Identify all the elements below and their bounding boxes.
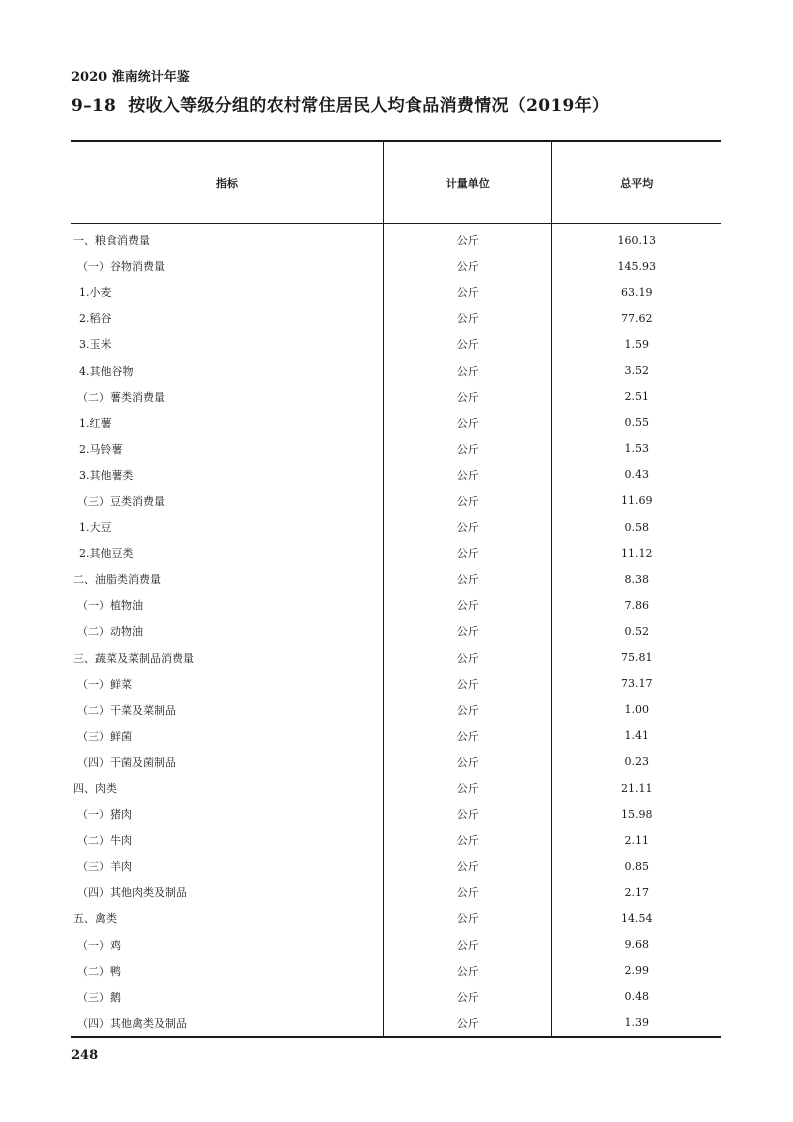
row-value: 0.48 [552,984,721,1010]
row-unit: 公斤 [384,305,552,331]
row-value: 3.52 [552,357,721,383]
row-value: 0.85 [552,853,721,879]
table-row [71,853,721,879]
row-unit: 公斤 [384,801,552,827]
row-indicator: 一、粮食消费量 [73,234,150,248]
consumption-table [71,140,721,1038]
header-row [71,141,721,224]
row-value: 15.98 [552,801,721,827]
row-indicator: 2.其他豆类 [79,547,134,561]
row-value: 0.58 [552,514,721,540]
header-average: 总平均 [552,141,721,224]
table-row [71,462,721,488]
row-value: 11.12 [552,540,721,566]
row-unit: 公斤 [384,827,552,853]
row-value: 75.81 [552,645,721,671]
row-indicator: （三）鲜菌 [77,729,132,743]
row-value: 77.62 [552,305,721,331]
table-row [71,645,721,671]
row-unit: 公斤 [384,958,552,984]
row-unit: 公斤 [384,253,552,279]
row-unit: 公斤 [384,436,552,462]
row-value: 9.68 [552,932,721,958]
row-unit: 公斤 [384,697,552,723]
row-value: 1.41 [552,723,721,749]
table-row [71,305,721,331]
table-header [71,141,721,224]
table-row [71,331,721,357]
table-row [71,410,721,436]
row-unit: 公斤 [384,462,552,488]
row-value: 1.00 [552,697,721,723]
row-value: 160.13 [552,224,721,254]
row-unit: 公斤 [384,905,552,931]
row-value: 21.11 [552,775,721,801]
row-indicator: 2.稻谷 [79,312,112,326]
table-row [71,592,721,618]
page-number: 248 [71,1048,99,1063]
header-unit: 计量单位 [384,141,552,224]
row-unit: 公斤 [384,514,552,540]
row-indicator: 三、蔬菜及菜制品消费量 [73,651,194,665]
row-indicator: 四、肉类 [73,782,117,796]
table-row [71,436,721,462]
table-row [71,540,721,566]
row-indicator: （一）鲜菜 [77,677,132,691]
row-indicator: 1.大豆 [79,521,112,535]
row-indicator: （二）牛肉 [77,834,132,848]
table-row [71,618,721,644]
row-unit: 公斤 [384,618,552,644]
row-unit: 公斤 [384,1010,552,1037]
row-indicator: 3.其他薯类 [79,468,134,482]
row-unit: 公斤 [384,488,552,514]
row-value: 0.23 [552,749,721,775]
row-indicator: （二）薯类消费量 [77,390,165,404]
table-row [71,905,721,931]
row-indicator: 4.其他谷物 [79,364,134,378]
table-row [71,827,721,853]
row-indicator: 3.玉米 [79,338,112,352]
table-row [71,566,721,592]
row-unit: 公斤 [384,671,552,697]
row-indicator: （一）植物油 [77,599,143,613]
row-unit: 公斤 [384,723,552,749]
row-unit: 公斤 [384,566,552,592]
table-row [71,697,721,723]
row-unit: 公斤 [384,384,552,410]
row-value: 0.52 [552,618,721,644]
row-value: 8.38 [552,566,721,592]
row-indicator: （一）猪肉 [77,808,132,822]
row-value: 2.51 [552,384,721,410]
row-unit: 公斤 [384,775,552,801]
row-indicator: 二、油脂类消费量 [73,573,161,587]
row-unit: 公斤 [384,592,552,618]
row-indicator: （二）鸭 [77,964,121,978]
row-indicator: （一）谷物消费量 [77,260,165,274]
table-title-text: 按收入等级分组的农村常住居民人均食品消费情况（2019年） [128,96,610,116]
table-row [71,671,721,697]
row-unit: 公斤 [384,410,552,436]
row-value: 2.11 [552,827,721,853]
table-row [71,932,721,958]
table-row [71,253,721,279]
table-row [71,279,721,305]
row-indicator: （三）豆类消费量 [77,494,165,508]
running-head: 2020 淮南统计年鉴 [71,70,190,85]
row-indicator: 五、禽类 [73,912,117,926]
row-unit: 公斤 [384,984,552,1010]
table-row [71,514,721,540]
row-indicator: 1.红薯 [79,416,112,430]
row-indicator: （四）其他肉类及制品 [77,886,187,900]
row-value: 0.55 [552,410,721,436]
table-body [71,224,721,1037]
row-value: 11.69 [552,488,721,514]
row-value: 1.53 [552,436,721,462]
row-indicator: 1.小麦 [79,286,112,300]
row-indicator: （四）其他禽类及制品 [71,1010,384,1037]
table-row [71,775,721,801]
row-value: 14.54 [552,905,721,931]
row-indicator: （一）鸡 [77,938,121,952]
row-unit: 公斤 [384,224,552,254]
table-row [71,1010,721,1037]
row-unit: 公斤 [384,357,552,383]
row-value: 63.19 [552,279,721,305]
table-row [71,984,721,1010]
row-value: 2.17 [552,879,721,905]
row-indicator: （三）羊肉 [77,860,132,874]
table-row [71,488,721,514]
header-indicator: 指标 [71,141,384,224]
table-title [71,91,609,116]
row-unit: 公斤 [384,879,552,905]
row-value: 1.39 [552,1010,721,1037]
row-indicator: （二）干菜及菜制品 [77,703,176,717]
table-row [71,801,721,827]
table-row [71,384,721,410]
row-value: 0.43 [552,462,721,488]
table-row [71,879,721,905]
table-row [71,749,721,775]
row-unit: 公斤 [384,645,552,671]
row-indicator: （二）动物油 [77,625,143,639]
row-value: 73.17 [552,671,721,697]
table-number: 9–18 [71,96,117,116]
row-value: 2.99 [552,958,721,984]
row-unit: 公斤 [384,331,552,357]
row-unit: 公斤 [384,853,552,879]
row-unit: 公斤 [384,749,552,775]
row-value: 7.86 [552,592,721,618]
row-unit: 公斤 [384,540,552,566]
table-row [71,723,721,749]
row-value: 145.93 [552,253,721,279]
row-unit: 公斤 [384,279,552,305]
row-indicator: （四）干菌及菌制品 [77,755,176,769]
table-row [71,357,721,383]
row-indicator: 2.马铃薯 [79,442,123,456]
table-row [71,224,721,254]
row-indicator: （三）鹅 [77,990,121,1004]
row-value: 1.59 [552,331,721,357]
table-row [71,958,721,984]
row-unit: 公斤 [384,932,552,958]
